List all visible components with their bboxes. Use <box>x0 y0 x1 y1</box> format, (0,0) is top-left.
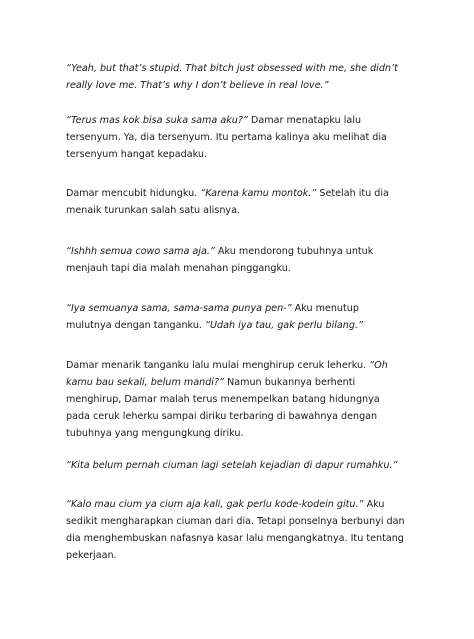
narration-text: pekerjaan. <box>66 550 117 561</box>
text-line <box>66 260 414 277</box>
paragraph-8 <box>66 496 414 564</box>
narration-text: dia menghembuskan nafasnya kasar lalu mengangkatnya. Itu tentang <box>66 533 404 544</box>
paragraph-5 <box>66 300 414 334</box>
narration-text: Setelah itu dia <box>316 188 389 199</box>
narration-text: tersenyum hangat kepadaku. <box>66 149 208 160</box>
narration-text: Damar menarik tanganku lalu mulai menghirup ceruk leherku. <box>66 360 370 371</box>
text-line <box>66 513 414 530</box>
dialogue-text: “Yeah, but that’s stupid. That bitch just obsessed with me, she didn’t <box>66 63 398 74</box>
text-line <box>66 146 414 163</box>
text-line <box>66 243 414 260</box>
dialogue-text: “Karena kamu montok.” <box>200 188 317 199</box>
narration-text: menaik turunkan salah satu alisnya. <box>66 205 241 216</box>
text-line <box>66 408 414 425</box>
dialogue-text: “Udah iya tau, gak perlu bilang.” <box>205 320 363 331</box>
text-line <box>66 391 414 408</box>
paragraph-6 <box>66 357 414 442</box>
dialogue-text: “Oh <box>369 360 388 371</box>
narration-text: mulutnya dengan tanganku. <box>66 320 206 331</box>
text-line <box>66 112 414 129</box>
dialogue-text: “Terus mas kok bisa suka sama aku?” <box>66 115 248 126</box>
text-line <box>66 202 414 219</box>
text-line <box>66 60 414 77</box>
narration-text: menghirup, Damar malah terus menempelkan batang hidungnya <box>66 394 380 405</box>
narration-text: tubuhnya yang mengungkung diriku. <box>66 428 244 439</box>
paragraph-1 <box>66 60 414 94</box>
text-line <box>66 317 414 334</box>
text-line <box>66 496 414 513</box>
text-line <box>66 300 414 317</box>
narration-text: Namun bukannya berhenti <box>224 377 356 388</box>
text-line <box>66 425 414 442</box>
narration-text: pada ceruk leherku sampai diriku terbaring di bawahnya dengan <box>66 411 378 422</box>
narration-text: Damar mencubit hidungku. <box>66 188 201 199</box>
narration-text: Aku mendorong tubuhnya untuk <box>214 246 374 257</box>
text-line <box>66 357 414 374</box>
paragraph-4 <box>66 243 414 277</box>
text-line <box>66 457 414 474</box>
text-line <box>66 77 414 94</box>
text-line <box>66 547 414 564</box>
narration-text: sedikit mengharapkan ciuman dari dia. Tetapi ponselnya berbunyi dan <box>66 516 405 527</box>
paragraph-3 <box>66 185 414 219</box>
dialogue-text: really love me. That’s why I don’t believe in real love.” <box>66 80 329 91</box>
paragraph-2 <box>66 112 414 163</box>
dialogue-text: “Ishhh semua cowo sama aja.” <box>66 246 215 257</box>
text-line <box>66 185 414 202</box>
narration-text: Aku menutup <box>291 303 359 314</box>
narration-text: menjauh tapi dia malah menahan pinggangku. <box>66 263 291 274</box>
narration-text: Damar menatapku lalu <box>247 115 362 126</box>
text-line <box>66 374 414 391</box>
narration-text: tersenyum. Ya, dia tersenyum. Itu pertama kalinya aku melihat dia <box>66 132 387 143</box>
dialogue-text: kamu bau sekali, belum mandi?” <box>66 377 225 388</box>
paragraph-7 <box>66 457 414 474</box>
dialogue-text: “Kita belum pernah ciuman lagi setelah kejadian di dapur rumahku.” <box>66 460 398 471</box>
dialogue-text: “Kalo mau cium ya cium aja kali, gak perlu kode-kodein gitu.” <box>66 499 364 510</box>
narration-text: Aku <box>363 499 385 510</box>
text-line <box>66 129 414 146</box>
dialogue-text: “Iya semuanya sama, sama-sama punya pen-” <box>66 303 292 314</box>
text-line <box>66 530 414 547</box>
